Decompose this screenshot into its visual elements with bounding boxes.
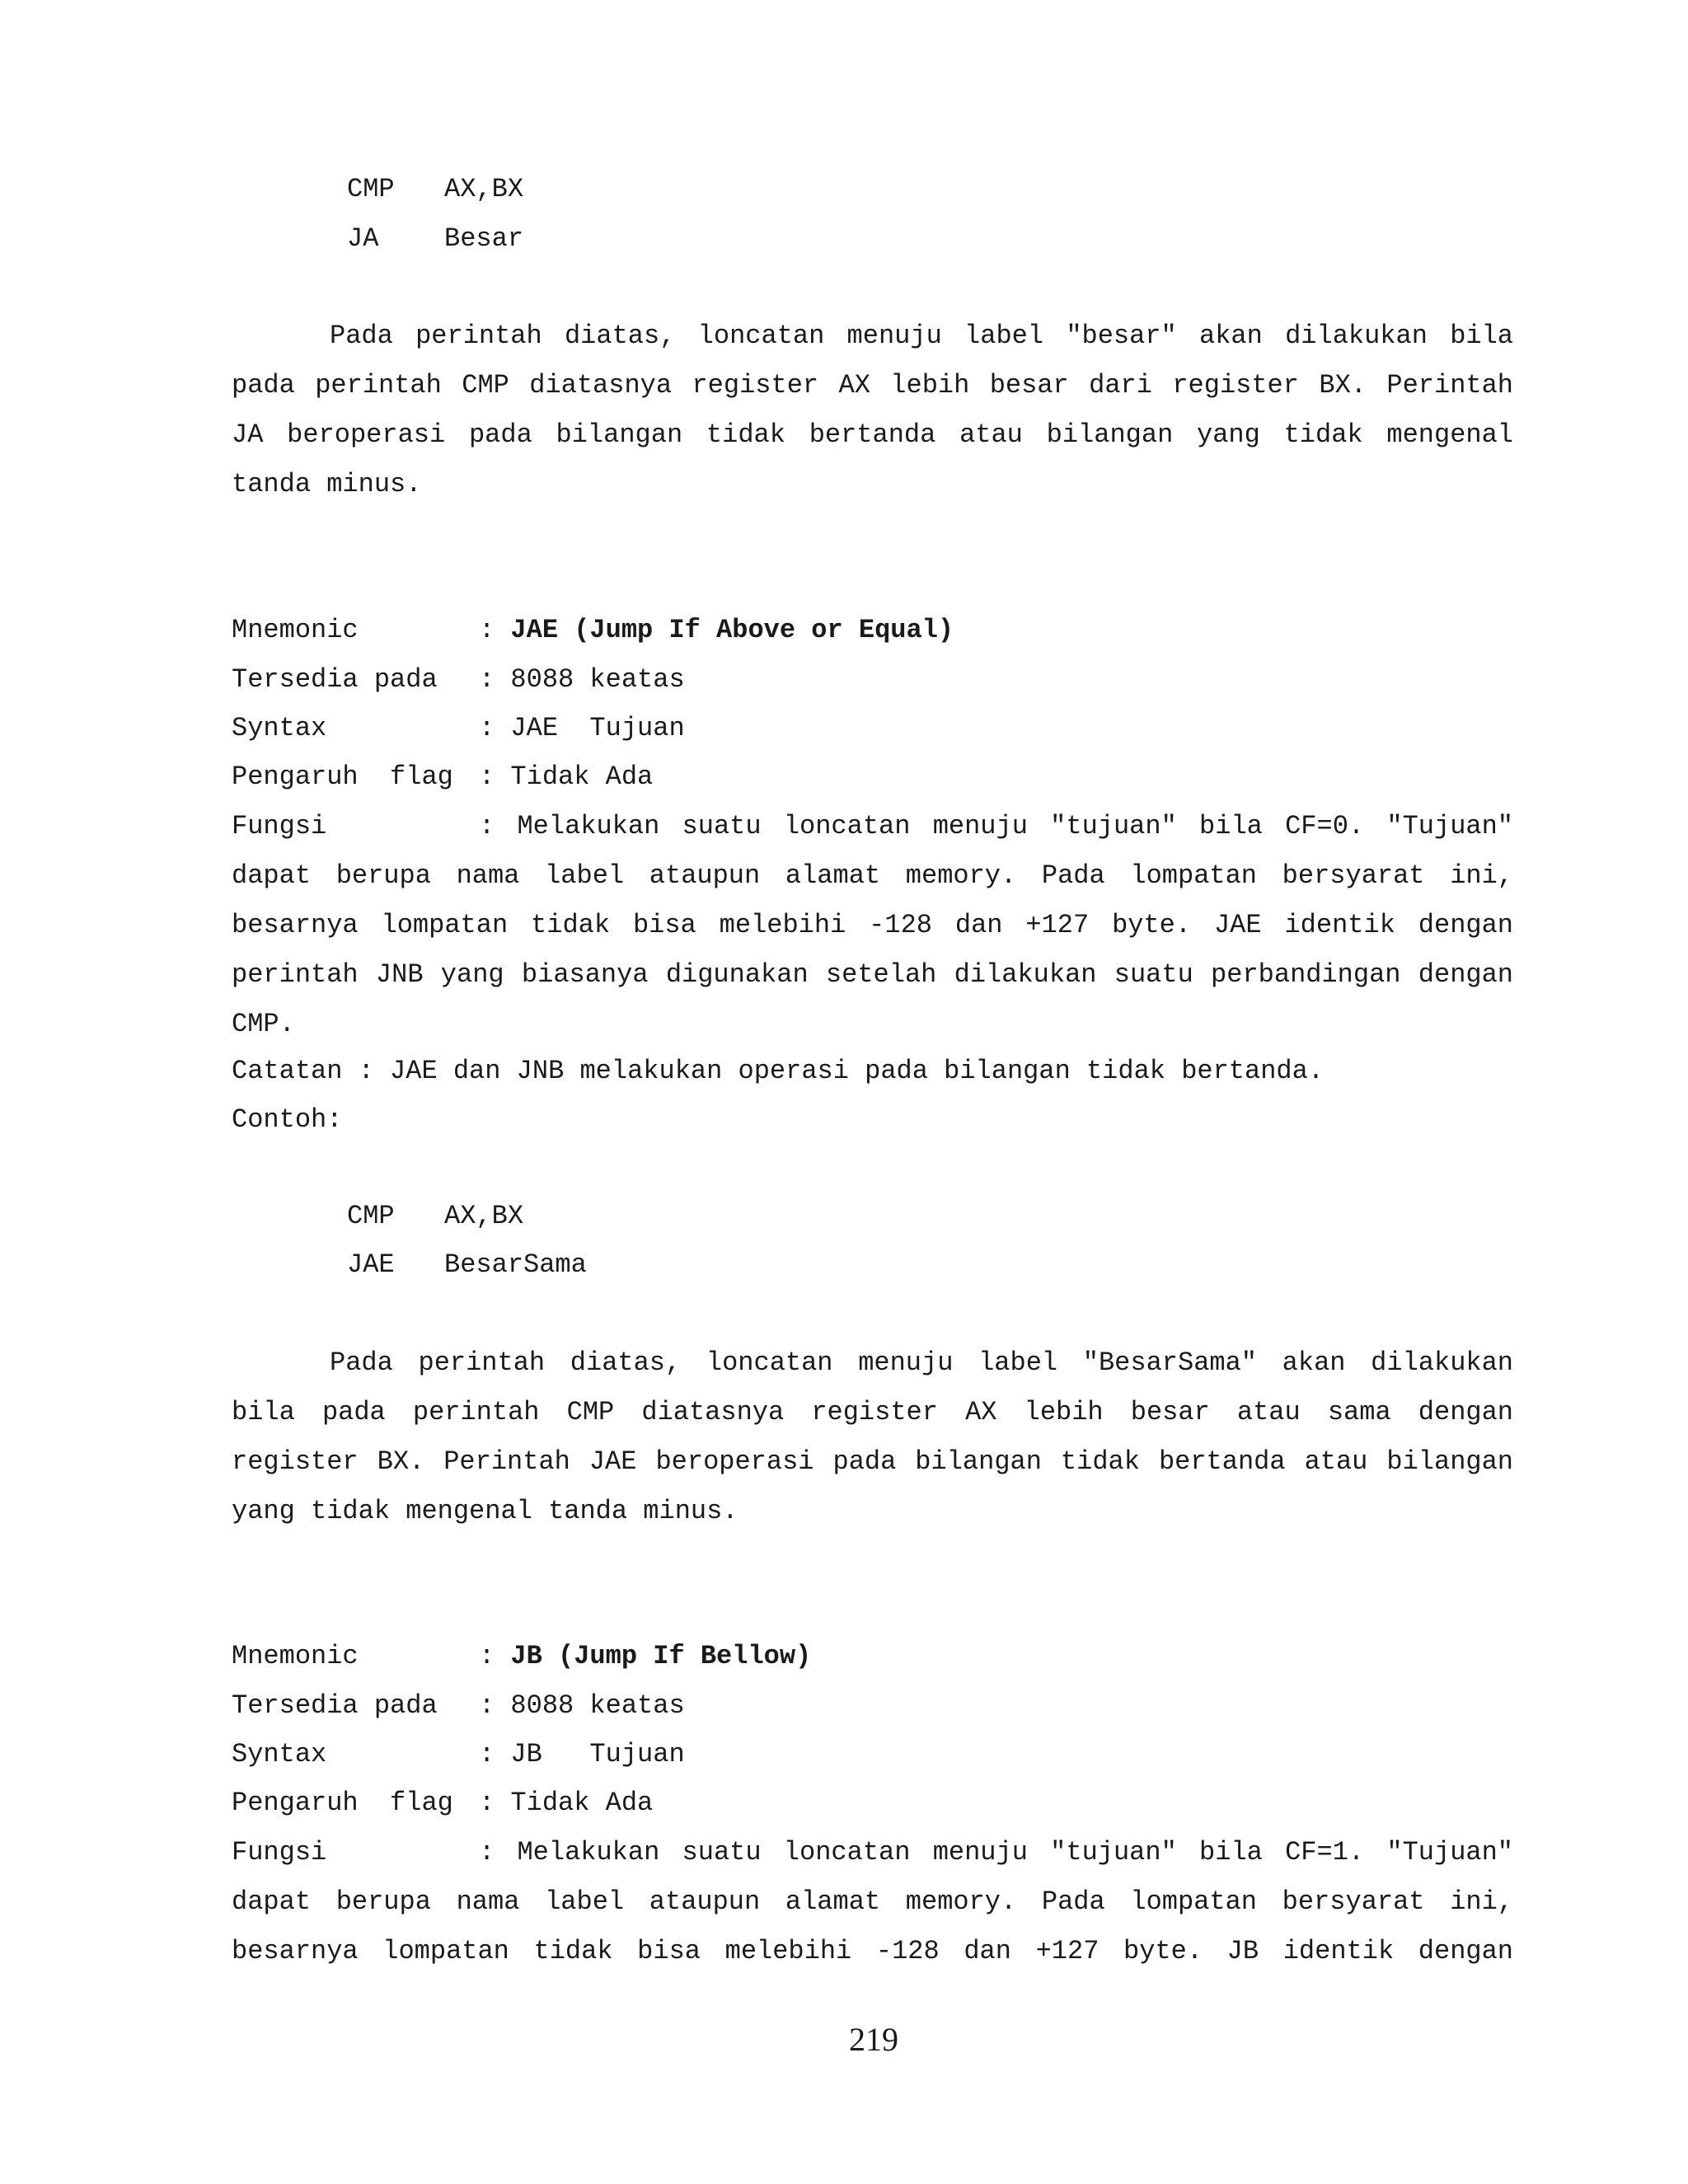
- mnemonic-value: JAE (Jump If Above or Equal): [510, 615, 954, 645]
- code-op: CMP: [347, 1201, 395, 1231]
- jae-mnemonic-row: Mnemonic : JAE (Jump If Above or Equal): [232, 606, 954, 655]
- field-label: Mnemonic: [232, 615, 359, 645]
- code-op: CMP: [347, 174, 395, 204]
- code-line: [347, 165, 523, 214]
- field-label: Syntax: [232, 1739, 327, 1769]
- jae-tersedia-row: Tersedia pada : 8088 keatas: [232, 655, 685, 705]
- field-label: Mnemonic: [232, 1641, 359, 1671]
- code-op: JA: [347, 223, 379, 254]
- code-arg: AX,BX: [444, 1201, 524, 1231]
- field-label: Tersedia pada: [232, 1690, 438, 1721]
- code-line: [347, 1240, 587, 1290]
- jb-syntax-row: Syntax : JB Tujuan: [232, 1730, 685, 1779]
- field-label: Tersedia pada: [232, 664, 438, 695]
- code-op: JAE: [347, 1249, 395, 1280]
- fungsi-text: : Melakukan suatu loncatan menuju "tujuan" bila CF=1. "Tujuan" dapat berupa nama label ataupun alamat memory. Pada lompatan bersyarat ini, besarnya lompatan tidak bisa melebihi -128 dan +127 byte. JB identik dengan: [232, 1837, 1513, 1966]
- page-number: 219: [849, 2021, 898, 2058]
- jb-pengaruh-row: Pengaruh flag : Tidak Ada: [232, 1779, 653, 1828]
- catatan: Catatan : JAE dan JNB melakukan operasi pada bilangan tidak bertanda.: [232, 1056, 1325, 1086]
- code-arg: AX,BX: [444, 174, 524, 204]
- field-value: 8088 keatas: [510, 1690, 685, 1721]
- field-label: Pengaruh flag: [232, 1788, 453, 1818]
- field-value: JB Tujuan: [510, 1739, 685, 1769]
- code-line: [347, 1192, 523, 1241]
- field-value: Tidak Ada: [510, 762, 654, 792]
- field-value: Tidak Ada: [510, 1788, 654, 1818]
- field-label: Fungsi: [232, 1837, 327, 1868]
- field-label: Syntax: [232, 713, 327, 743]
- code-arg: Besar: [444, 223, 524, 254]
- field-value: 8088 keatas: [510, 664, 685, 695]
- fungsi-text: : Melakukan suatu loncatan menuju "tujuan" bila CF=0. "Tujuan" dapat berupa nama label ataupun alamat memory. Pada lompatan bersyarat ini, besarnya lompatan tidak bisa melebihi -128 dan +127 byte. JAE identik dengan perintah JNB yang biasanya digunakan setelah dilakukan suatu perbandingan dengan CMP.: [232, 811, 1513, 1039]
- jb-mnemonic-row: Mnemonic : JB (Jump If Bellow): [232, 1632, 811, 1681]
- code-arg: BesarSama: [444, 1249, 587, 1280]
- code-line: [347, 214, 523, 264]
- field-label: Pengaruh flag: [232, 762, 453, 792]
- mnemonic-value: JB (Jump If Bellow): [510, 1641, 812, 1671]
- jae-pengaruh-row: Pengaruh flag : Tidak Ada: [232, 752, 653, 802]
- paragraph: Pada perintah diatas, loncatan menuju label "BesarSama" akan dilakukan bila pada perintah CMP diatasnya register AX lebih besar atau sama dengan register BX. Perintah JAE beroperasi pada bilangan tidak bertanda atau bilangan yang tidak mengenal tanda minus.: [232, 1347, 1513, 1526]
- jae-syntax-row: Syntax : JAE Tujuan: [232, 704, 685, 753]
- paragraph: Pada perintah diatas, loncatan menuju label "besar" akan dilakukan bila pada perintah CMP diatasnya register AX lebih besar dari register BX. Perintah JA beroperasi pada bilangan tidak bertanda atau bilangan yang tidak mengenal tanda minus.: [232, 321, 1513, 499]
- contoh: Contoh:: [232, 1104, 343, 1135]
- jae-fungsi: [232, 802, 1513, 1049]
- field-value: JAE Tujuan: [510, 713, 685, 743]
- jb-tersedia-row: Tersedia pada : 8088 keatas: [232, 1681, 685, 1731]
- field-label: Fungsi: [232, 811, 327, 841]
- jb-fungsi: [232, 1828, 1513, 1976]
